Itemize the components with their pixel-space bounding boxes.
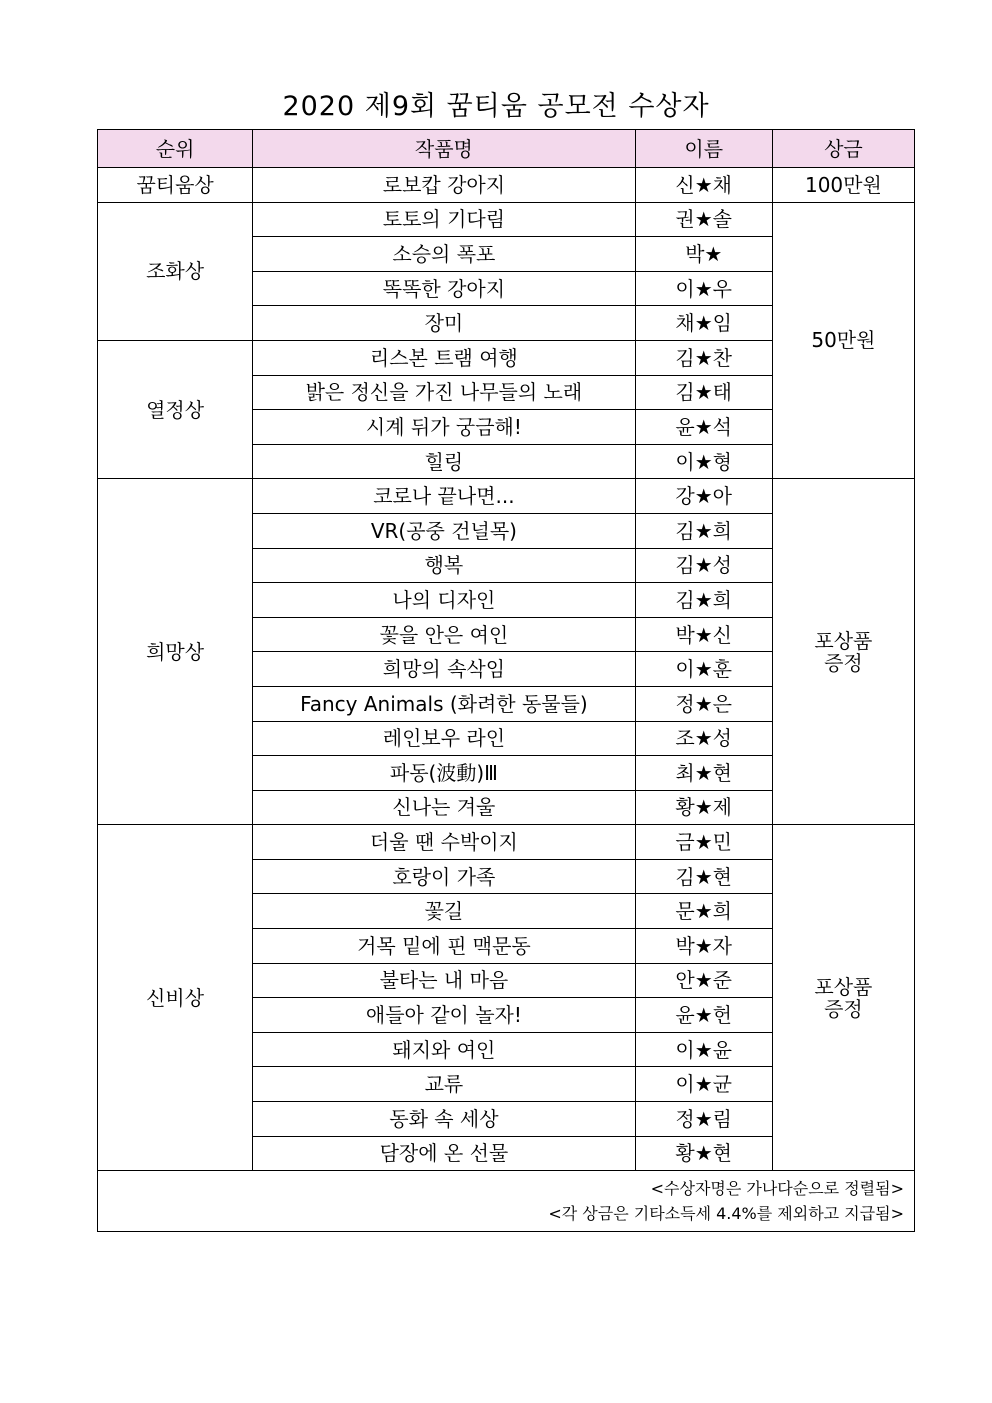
- prize-line: 증정: [824, 650, 863, 675]
- header-rank: 순위: [98, 130, 253, 168]
- name-cell: 이★균: [635, 1067, 772, 1102]
- page-title: 2020 제9회 꿈티움 공모전 수상자: [282, 91, 710, 122]
- work-cell: 파동(波動)Ⅲ: [253, 756, 635, 791]
- rank-cell: 희망상: [98, 479, 253, 825]
- name-cell: 황★현: [635, 1136, 772, 1171]
- name-cell: 조★성: [635, 721, 772, 756]
- name-cell: 금★민: [635, 825, 772, 860]
- notes-cell: [98, 1171, 915, 1232]
- name-cell: 김★태: [635, 375, 772, 410]
- work-cell: 시계 뒤가 궁금해!: [253, 410, 635, 445]
- work-cell: VR(공중 건널목): [253, 513, 635, 548]
- work-cell: 토토의 기다림: [253, 202, 635, 237]
- name-cell: 김★현: [635, 859, 772, 894]
- name-cell: 박★: [635, 237, 772, 272]
- name-cell: 황★제: [635, 790, 772, 825]
- work-cell: 리스본 트램 여행: [253, 340, 635, 375]
- name-cell: 최★현: [635, 756, 772, 791]
- name-cell: 윤★헌: [635, 998, 772, 1033]
- header-work: 작품명: [253, 130, 635, 168]
- work-cell: 담장에 온 선물: [253, 1136, 635, 1171]
- work-cell: 장미: [253, 306, 635, 341]
- table-row: [98, 825, 915, 860]
- name-cell: 윤★석: [635, 410, 772, 445]
- note-tax: <각 상금은 기타소득세 4.4%를 제외하고 지급됨>: [548, 1204, 904, 1224]
- name-cell: 박★신: [635, 617, 772, 652]
- work-cell: 신나는 겨울: [253, 790, 635, 825]
- table-row: [98, 168, 915, 203]
- rank-cell: 조화상: [98, 202, 253, 340]
- work-cell: Fancy Animals (화려한 동물들): [253, 686, 635, 721]
- name-cell: 이★윤: [635, 1032, 772, 1067]
- rank-cell: 꿈티움상: [98, 168, 253, 203]
- work-cell: 돼지와 여인: [253, 1032, 635, 1067]
- work-cell: 더울 땐 수박이지: [253, 825, 635, 860]
- table-row: [98, 202, 915, 237]
- work-cell: 힐링: [253, 444, 635, 479]
- work-cell: 소승의 폭포: [253, 237, 635, 272]
- work-cell: 희망의 속삭임: [253, 652, 635, 687]
- work-cell: 똑똑한 강아지: [253, 271, 635, 306]
- header-name: 이름: [635, 130, 772, 168]
- work-cell: 교류: [253, 1067, 635, 1102]
- work-cell: 밝은 정신을 가진 나무들의 노래: [253, 375, 635, 410]
- name-cell: 이★형: [635, 444, 772, 479]
- name-cell: 김★희: [635, 513, 772, 548]
- work-cell: 코로나 끝나면...: [253, 479, 635, 514]
- notes-row: [98, 1171, 915, 1232]
- work-cell: 동화 속 세상: [253, 1102, 635, 1137]
- name-cell: 문★희: [635, 894, 772, 929]
- name-cell: 김★희: [635, 583, 772, 618]
- work-cell: 거목 밑에 핀 맥문동: [253, 929, 635, 964]
- work-cell: 로보캅 강아지: [253, 168, 635, 203]
- header-prize: 상금: [772, 130, 914, 168]
- name-cell: 정★림: [635, 1102, 772, 1137]
- work-cell: 꽃을 안은 여인: [253, 617, 635, 652]
- name-cell: 이★우: [635, 271, 772, 306]
- name-cell: 안★준: [635, 963, 772, 998]
- name-cell: 채★임: [635, 306, 772, 341]
- name-cell: 김★찬: [635, 340, 772, 375]
- prize-line: 포상품: [814, 974, 873, 999]
- work-cell: 불타는 내 마음: [253, 963, 635, 998]
- name-cell: 강★아: [635, 479, 772, 514]
- table-row: [98, 479, 915, 514]
- name-cell: 박★자: [635, 929, 772, 964]
- rank-cell: 신비상: [98, 825, 253, 1171]
- prize-cell: [772, 479, 914, 825]
- name-cell: 신★채: [635, 168, 772, 203]
- prize-cell: [772, 825, 914, 1171]
- work-cell: 행복: [253, 548, 635, 583]
- prize-line: 증정: [824, 996, 863, 1021]
- prize-cell: 100만원: [772, 168, 914, 203]
- rank-cell: 열정상: [98, 340, 253, 478]
- work-cell: 애들아 같이 놀자!: [253, 998, 635, 1033]
- name-cell: 이★훈: [635, 652, 772, 687]
- name-cell: 권★솔: [635, 202, 772, 237]
- name-cell: 김★성: [635, 548, 772, 583]
- header-row: [98, 130, 915, 168]
- note-sort-order: <수상자명은 가나다순으로 정렬됨>: [650, 1178, 904, 1198]
- awards-table: [97, 129, 915, 1232]
- work-cell: 꽃길: [253, 894, 635, 929]
- name-cell: 정★은: [635, 686, 772, 721]
- prize-line: 포상품: [814, 628, 873, 653]
- work-cell: 레인보우 라인: [253, 721, 635, 756]
- work-cell: 나의 디자인: [253, 583, 635, 618]
- work-cell: 호랑이 가족: [253, 859, 635, 894]
- prize-cell: 50만원: [772, 202, 914, 479]
